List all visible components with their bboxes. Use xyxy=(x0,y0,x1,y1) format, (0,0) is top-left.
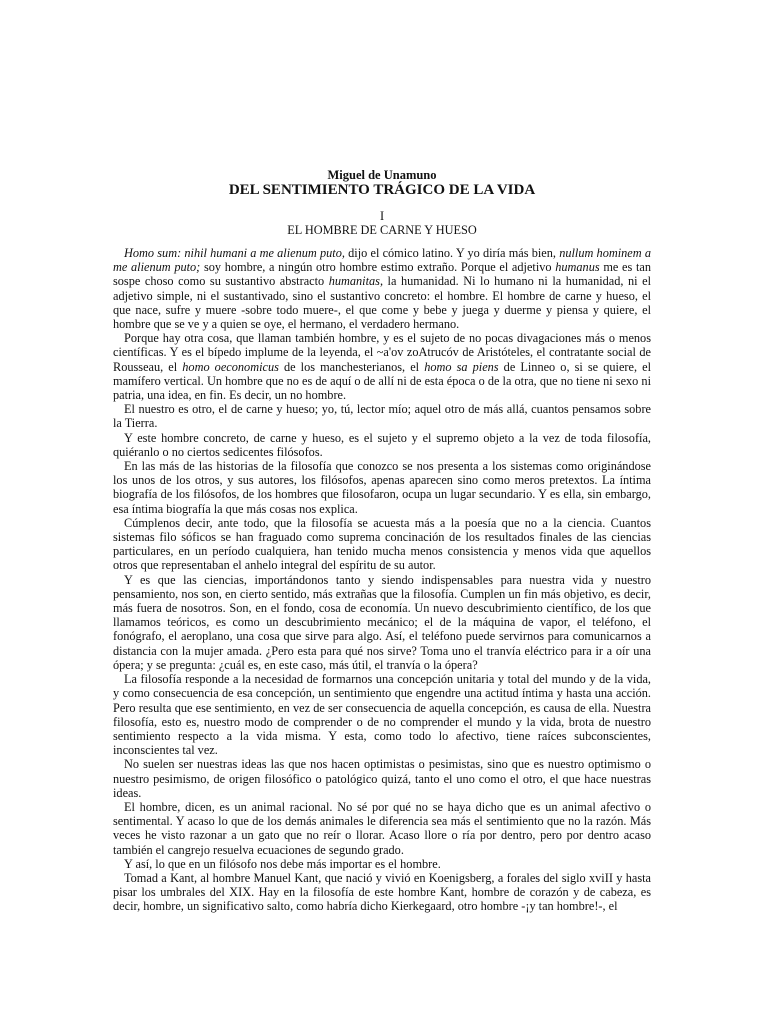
paragraph-8: La filosofía responde a la necesidad de formarnos una concepción unitaria y total del mundo y de la vida, y como consecuencia de esa concepción, un sentimiento que engendre una actitud íntima y hasta una acción. Pero resulta que ese sentimiento, en vez de ser consecuencia de aquella concepción, es causa de ella. Nuestra filosofía, esto es, nuestro modo de comprender o de no comprender el mundo y la vida, brota de nuestro sentimiento respecto a la vida misma. Y esta, como todo lo afectivo, tiene raíces subconscientes, inconscientes tal vez. xyxy=(113,672,651,758)
paragraph-text: soy hombre, a ningún otro hombre estimo extraño. Porque el adjetivo xyxy=(200,260,556,275)
paragraph-text: dijo el cómico latino. Y yo diría más bien, xyxy=(344,246,560,260)
paragraph-7: Y es que las ciencias, importándonos tanto y siendo indispensables para nuestra vida y nuestro pensamiento, nos son, en cierto sentido, más extrañas que la filosofía. Cumplen un fin más objetivo, es decir, más fuera de nosotros. Son, en el fondo, cosa de economía. Un nuevo descubrimiento científico, de los que llamamos teóricos, es como un descubrimiento mecánico; el de la máquina de vapor, el teléfono, el fonógrafo, el aeroplano, una cosa que sirve para algo. Así, el teléfono puede servirnos para comunicarnos a distancia con la mujer amada. ¿Pero esta para qué nos sirve? Toma uno el tranvía eléctrico para ir a oír una ópera; y se pregunta: ¿cuál es, en este caso, más útil, el tranvía o la ópera? xyxy=(113,572,651,672)
paragraph-text: de los manchesterianos, el xyxy=(278,359,425,374)
paragraph-12: Tomad a Kant, al hombre Manuel Kant, que nació y vivió en Koenigsberg, a forales del siglo xviII y hasta pisar los umbrales del XIX. Hay en la filosofía de este hombre Kant, hombre de corazón y de cabeza, es decir, hombre, un significativo salto, como habría dicho Kierkegaard, otro hombre -¡y tan hombre!-, el xyxy=(113,870,651,914)
chapter-title: EL HOMBRE DE CARNE Y HUESO xyxy=(287,223,477,237)
paragraph-9: No suelen ser nuestras ideas las que nos hacen optimistas o pesimistas, sino que es nuestro optimismo o nuestro pesimismo, de origen filosófico o patológico quizá, tanto el uno como el otro, el que hace nuestras ideas. xyxy=(113,757,651,800)
paragraph-text: me es tan sospe choso como su sustantivo abstracto xyxy=(113,260,651,289)
latin-term: homo sa piens xyxy=(424,359,499,374)
latin-term: humanus xyxy=(555,260,600,275)
paragraph-5: En las más de las historias de la filosofía que conozco se nos presenta a los sistemas como originándose los unos de los otros, y sus autores, los filósofos, apenas aparecen sino como meros pretextos. La íntima biografía de los filósofos, de los hombres que filosofaron, ocupa un lugar secundario. Y es ella, sin embargo, esa íntima biografía la que más cosas nos explica. xyxy=(113,459,651,516)
document-page xyxy=(113,168,651,914)
latin-quote: nullum hominem a me alienum puto; xyxy=(113,246,651,275)
paragraph-4: Y este hombre concreto, de carne y hueso, es el sujeto y el supremo objeto a la vez de toda filosofía, quiéranlo o no ciertos sedicentes filósofos. xyxy=(113,430,651,459)
paragraph-2 xyxy=(113,331,651,402)
paragraph-3: El nuestro es otro, el de carne y hueso; yo, tú, lector mío; aquel otro de más allá, cuantos pensamos sobre la Tierra. xyxy=(113,402,651,431)
paragraph-text: de Linneo o, si se quiere, el mamífero vertical. Un hombre que no es de aquí o de allí ni de esta época o de la otra, que no tiene ni sexo ni patria, una idea, en fin. Es decir, un no hombre. xyxy=(113,359,651,403)
book-title: DEL SENTIMIENTO TRÁGICO DE LA VIDA xyxy=(228,182,536,198)
paragraph-10: El hombre, dicen, es un animal racional. No sé por qué no se haya dicho que es un animal afectivo o sentimental. Y acaso lo que de los demás animales le diferencia sea más el sentimiento que no la razón. Más veces he visto razonar a un gato que no reír o llorar. Acaso llore o ría por dentro, pero por dentro acaso también el cangrejo resuelva ecuaciones de segundo grado. xyxy=(113,799,651,857)
paragraph-text: Porque hay otra cosa, que llaman también hombre, y es el sujeto de no pocas divagaciones más o menos científicas. Y es el bípedo implume de la leyenda, el ~a'ov zoAtrucóv de Aristóteles, el contratante social de Rousseau, el xyxy=(113,331,651,374)
paragraph-text: la humanidad. Ni lo humano ni la humanidad, ni el adjetivo simple, ni el sustantivado, sino el sustantivo concreto: el hombre. El hombre de carne y hueso, el que nace, sufre y muere -sobre todo muere-, el que come y bebe y juega y duerme y piensa y quiere, el hombre que se ve y a quien se oye, el hermano, el verdadero hermano. xyxy=(113,274,651,332)
paragraph-6: Cúmplenos decir, ante todo, que la filosofía se acuesta más a la poesía que no a la ciencia. Cuantos sistemas filo sóficos se han fraguado como suprema concinación de los resultados finales de las ciencias particulares, en un período cualquiera, han tenido mucha menos consistencia y menos vida que aquellos otros que representaban el anhelo integral del espíritu de su autor. xyxy=(113,515,651,573)
latin-quote: Homo sum: nihil humani a me alienum puto, xyxy=(124,246,345,260)
paragraph-1 xyxy=(113,246,651,331)
document-body xyxy=(113,246,651,914)
chapter-number: I xyxy=(379,209,385,223)
latin-term: homo oeconomicus xyxy=(182,359,279,374)
paragraph-11: Y así, lo que en un filósofo nos debe más importar es el hombre. xyxy=(124,856,441,871)
author-name: Miguel de Unamuno xyxy=(327,168,437,182)
latin-term: humanitas, xyxy=(328,274,384,289)
